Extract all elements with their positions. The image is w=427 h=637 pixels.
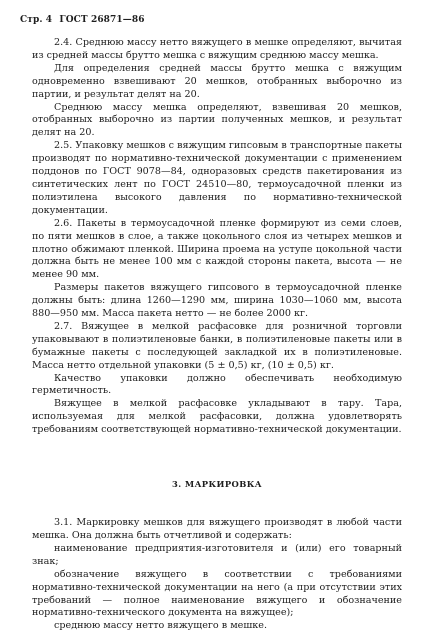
paragraph-package-dimensions: Размеры пакетов вяжущего гипсового в термоусадочной пленке должны быть: длина 1260—1290 мм, ширина 1030—1060 мм, высота 880—950 мм. Масса пакета нетто — не более 2000 кг.	[32, 282, 402, 320]
paragraph-manufacturer-name: наименование предприятия-изготовителя и (или) его товарный знак;	[32, 542, 402, 567]
page-header	[20, 15, 149, 25]
paragraph-binder-designation: обозначение вяжущего в соответствии с требованиями нормативно-технической документации на него (а при отсутствии этих требований — полное наименование вяжущего и обозначение нормативно-технического документа на вяжущее);	[32, 568, 402, 619]
page-number: Стр. 4	[20, 15, 53, 25]
paragraph-2-4: 2.4. Среднюю массу нетто вяжущего в мешке определяют, вычитая из средней массы брутто мешка с вяжущим среднюю массу мешка.	[32, 37, 402, 61]
paragraph-bag-mass: Среднюю массу мешка определяют, взвешивая 20 мешков, отобранных выборочно из партии полученных мешков, и результат делят на 20.	[32, 101, 402, 139]
paragraph-2-7: 2.7. Вяжущее в мелкой расфасовке для розничной торговли упаковывают в полиэтиленовые банки, в полиэтиленовые пакеты или в бумажные пакеты с последующей закладкой их в полиэтиленовые. Масса нетто отдельной упаковки (5 ± 0,5) кг, (10 ± 0,5) кг.	[32, 320, 402, 371]
paragraph-gross-mass: Для определения средней массы брутто мешка с вяжущим одновременно взвешивают 20 мешков, отобранных выборочно из партии, и результат делят на 20.	[32, 62, 402, 100]
paragraph-net-mass: среднюю массу нетто вяжущего в мешке.	[54, 620, 267, 632]
document-body	[32, 37, 402, 633]
paragraph-2-5: 2.5. Упаковку мешков с вяжущим гипсовым в транспортные пакеты производят по нормативно-технической документации с применением поддонов по ГОСТ 9078—84, одноразовых средств пакетирования из синтетических лент по ГОСТ 24510—80, термоусадочной пленки из полиэтилена высокого давления по нормативно-технической документации.	[32, 140, 402, 216]
paragraph-3-1: 3.1. Маркировку мешков для вяжущего производят в любой части мешка. Она должна быть отчетливой и содержать:	[32, 517, 402, 541]
paragraph-packing-quality: Качество упаковки должно обеспечивать необходимую герметичность.	[32, 372, 402, 397]
paragraph-2-6: 2.6. Пакеты в термоусадочной пленке формируют из семи слоев, по пяти мешков в слое, а также цокольного слоя из четырех мешков и плотно обжимают пленкой. Ширина проема на уступе цокольной части должна быть не менее 100 мм с каждой стороны пакета, высота — не менее 90 мм.	[32, 217, 402, 281]
standard-designation: ГОСТ 26871—86	[59, 15, 145, 25]
paragraph-small-packing: Вяжущее в мелкой расфасовке укладывают в тару. Тара, используемая для мелкой расфасовки, должна удовлетворять требованиям соответствующей нормативно-технической документации.	[32, 398, 402, 436]
section-title-marking: 3. МАРКИРОВКА	[172, 479, 262, 490]
